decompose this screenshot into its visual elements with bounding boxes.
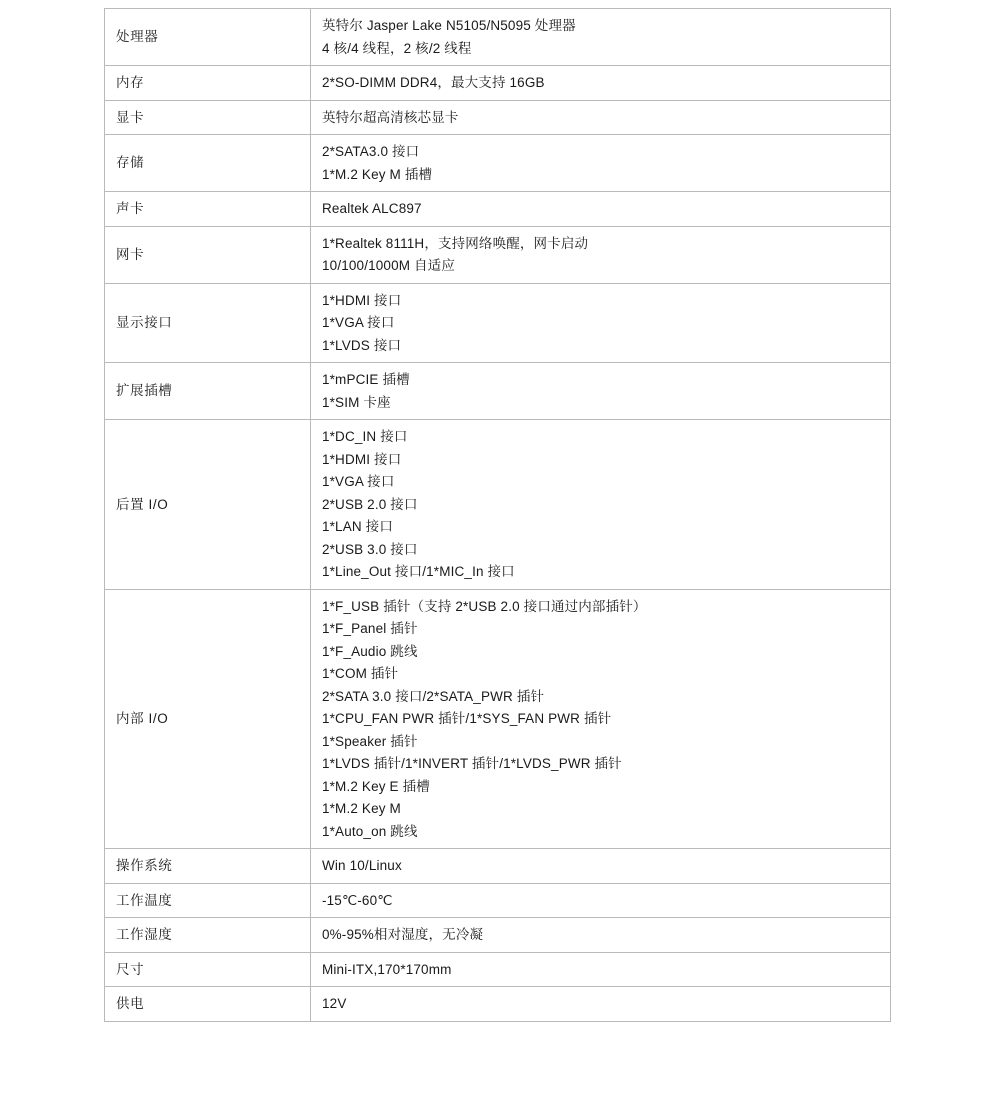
spec-label-cell	[105, 66, 311, 101]
spec-value-line: 1*HDMI 接口	[322, 451, 402, 467]
table-row	[105, 100, 891, 135]
spec-value-line: 2*USB 2.0 接口	[322, 496, 418, 512]
spec-value-cell	[311, 420, 891, 590]
spec-value-lines	[322, 892, 882, 910]
spec-value-line: 12V	[322, 996, 347, 1011]
spec-value-lines	[322, 428, 882, 581]
spec-value-line: 1*LVDS 接口	[322, 337, 402, 353]
spec-label-line: 处理器	[116, 29, 159, 45]
spec-value-line: 1*Realtek 8111H，支持网络唤醒，网卡启动	[322, 235, 589, 251]
spec-value-line: 1*Auto_on 跳线	[322, 823, 418, 839]
spec-value-line: Mini-ITX,170*170mm	[322, 961, 452, 977]
spec-value-line: 1*M.2 Key M 插槽	[322, 166, 433, 182]
spec-label-cell	[105, 283, 311, 363]
specification-table	[104, 8, 891, 1022]
spec-label-line: 内存	[116, 75, 145, 90]
spec-value-cell	[311, 192, 891, 227]
spec-label-cell	[105, 363, 311, 420]
table-row	[105, 66, 891, 101]
spec-value-line: 1*SIM 卡座	[322, 394, 391, 410]
table-row	[105, 987, 891, 1022]
table-row	[105, 363, 891, 420]
spec-value-line: 1*COM 插针	[322, 666, 399, 681]
table-row	[105, 918, 891, 953]
spec-label-lines	[116, 857, 304, 875]
spec-value-cell	[311, 226, 891, 283]
spec-value-lines	[322, 961, 882, 979]
spec-value-line: 1*CPU_FAN PWR 插针/1*SYS_FAN PWR 插针	[322, 711, 612, 726]
spec-value-line: 1*LAN 接口	[322, 519, 393, 534]
spec-value-line: 1*VGA 接口	[322, 315, 395, 330]
spec-label-line: 声卡	[116, 201, 145, 216]
spec-label-lines	[116, 314, 304, 332]
table-row	[105, 589, 891, 849]
spec-label-lines	[116, 74, 304, 92]
spec-label-cell	[105, 135, 311, 192]
spec-value-lines	[322, 109, 882, 127]
spec-value-lines	[322, 200, 882, 218]
table-row	[105, 226, 891, 283]
spec-label-cell	[105, 226, 311, 283]
spec-value-cell	[311, 849, 891, 884]
table-row	[105, 192, 891, 227]
spec-value-lines	[322, 857, 882, 875]
spec-value-lines	[322, 235, 882, 275]
spec-label-line: 供电	[116, 996, 145, 1011]
specification-table-body	[105, 9, 891, 1022]
spec-label-cell	[105, 849, 311, 884]
spec-label-lines	[116, 496, 304, 514]
spec-value-lines	[322, 74, 882, 92]
spec-label-lines	[116, 200, 304, 218]
spec-value-line: 1*Line_Out 接口/1*MIC_In 接口	[322, 564, 515, 579]
spec-value-line: 英特尔超高清核芯显卡	[322, 109, 459, 125]
spec-value-line: 英特尔 Jasper Lake N5105/N5095 处理器	[322, 18, 576, 33]
spec-label-cell	[105, 589, 311, 849]
spec-label-lines	[116, 961, 304, 979]
spec-value-line: 1*F_USB 插针（支持 2*USB 2.0 接口通过内部插针）	[322, 598, 647, 614]
spec-value-cell	[311, 363, 891, 420]
spec-label-lines	[116, 154, 304, 172]
spec-value-line: 4 核/4 线程，2 核/2 线程	[322, 40, 472, 56]
spec-label-line: 扩展插槽	[116, 383, 173, 399]
spec-label-line: 工作湿度	[116, 927, 173, 942]
spec-label-line: 内部 I/O	[116, 711, 169, 726]
spec-label-line: 操作系统	[116, 858, 173, 873]
table-row	[105, 849, 891, 884]
spec-label-line: 后置 I/O	[116, 496, 169, 512]
spec-value-line: 2*SATA 3.0 接口/2*SATA_PWR 插针	[322, 688, 545, 704]
table-row	[105, 420, 891, 590]
spec-value-lines	[322, 371, 882, 411]
spec-value-lines	[322, 926, 882, 944]
spec-label-lines	[116, 926, 304, 944]
spec-value-line: 2*SO-DIMM DDR4，最大支持 16GB	[322, 75, 545, 90]
spec-label-cell	[105, 100, 311, 135]
spec-value-line: 0%-95%相对湿度，无冷凝	[322, 927, 484, 942]
spec-value-line: 1*M.2 Key E 插槽	[322, 778, 430, 794]
spec-value-line: 1*LVDS 插针/1*INVERT 插针/1*LVDS_PWR 插针	[322, 756, 622, 771]
spec-label-cell	[105, 918, 311, 953]
spec-label-line: 显卡	[116, 109, 145, 125]
spec-label-line: 工作温度	[116, 892, 173, 908]
spec-value-lines	[322, 995, 882, 1013]
spec-value-lines	[322, 598, 882, 841]
spec-label-line: 存储	[116, 155, 145, 171]
spec-value-line: -15℃-60℃	[322, 892, 393, 908]
spec-value-cell	[311, 918, 891, 953]
spec-value-cell	[311, 589, 891, 849]
table-row	[105, 283, 891, 363]
spec-value-cell	[311, 883, 891, 918]
spec-label-cell	[105, 420, 311, 590]
table-row	[105, 883, 891, 918]
spec-value-cell	[311, 987, 891, 1022]
spec-value-cell	[311, 952, 891, 987]
spec-label-line: 尺寸	[116, 961, 145, 977]
spec-value-cell	[311, 135, 891, 192]
spec-label-cell	[105, 987, 311, 1022]
spec-value-line: 2*USB 3.0 接口	[322, 541, 418, 557]
spec-value-line: 1*mPCIE 插槽	[322, 372, 410, 387]
spec-label-line: 显示接口	[116, 315, 173, 330]
spec-label-lines	[116, 28, 304, 46]
spec-value-line: 2*SATA3.0 接口	[322, 144, 420, 159]
spec-label-cell	[105, 192, 311, 227]
spec-value-line: 1*F_Audio 跳线	[322, 643, 418, 659]
spec-value-line: 1*F_Panel 插针	[322, 621, 418, 636]
spec-value-lines	[322, 17, 882, 57]
spec-value-cell	[311, 66, 891, 101]
spec-value-cell	[311, 9, 891, 66]
spec-value-line: Realtek ALC897	[322, 201, 422, 216]
spec-value-line: 10/100/1000M 自适应	[322, 258, 455, 273]
spec-label-lines	[116, 892, 304, 910]
spec-label-lines	[116, 246, 304, 264]
spec-value-lines	[322, 143, 882, 183]
spec-label-lines	[116, 995, 304, 1013]
spec-value-line: 1*Speaker 插针	[322, 733, 418, 749]
spec-label-cell	[105, 952, 311, 987]
spec-label-lines	[116, 710, 304, 728]
spec-value-cell	[311, 100, 891, 135]
spec-label-line: 网卡	[116, 246, 145, 262]
spec-value-line: Win 10/Linux	[322, 858, 402, 873]
spec-value-lines	[322, 292, 882, 355]
spec-label-lines	[116, 109, 304, 127]
table-row	[105, 9, 891, 66]
spec-value-line: 1*M.2 Key M	[322, 801, 401, 816]
table-row	[105, 952, 891, 987]
table-row	[105, 135, 891, 192]
spec-value-cell	[311, 283, 891, 363]
spec-label-lines	[116, 382, 304, 400]
spec-value-line: 1*DC_IN 接口	[322, 429, 408, 444]
spec-label-cell	[105, 9, 311, 66]
spec-label-cell	[105, 883, 311, 918]
spec-value-line: 1*VGA 接口	[322, 474, 395, 489]
spec-value-line: 1*HDMI 接口	[322, 292, 402, 308]
